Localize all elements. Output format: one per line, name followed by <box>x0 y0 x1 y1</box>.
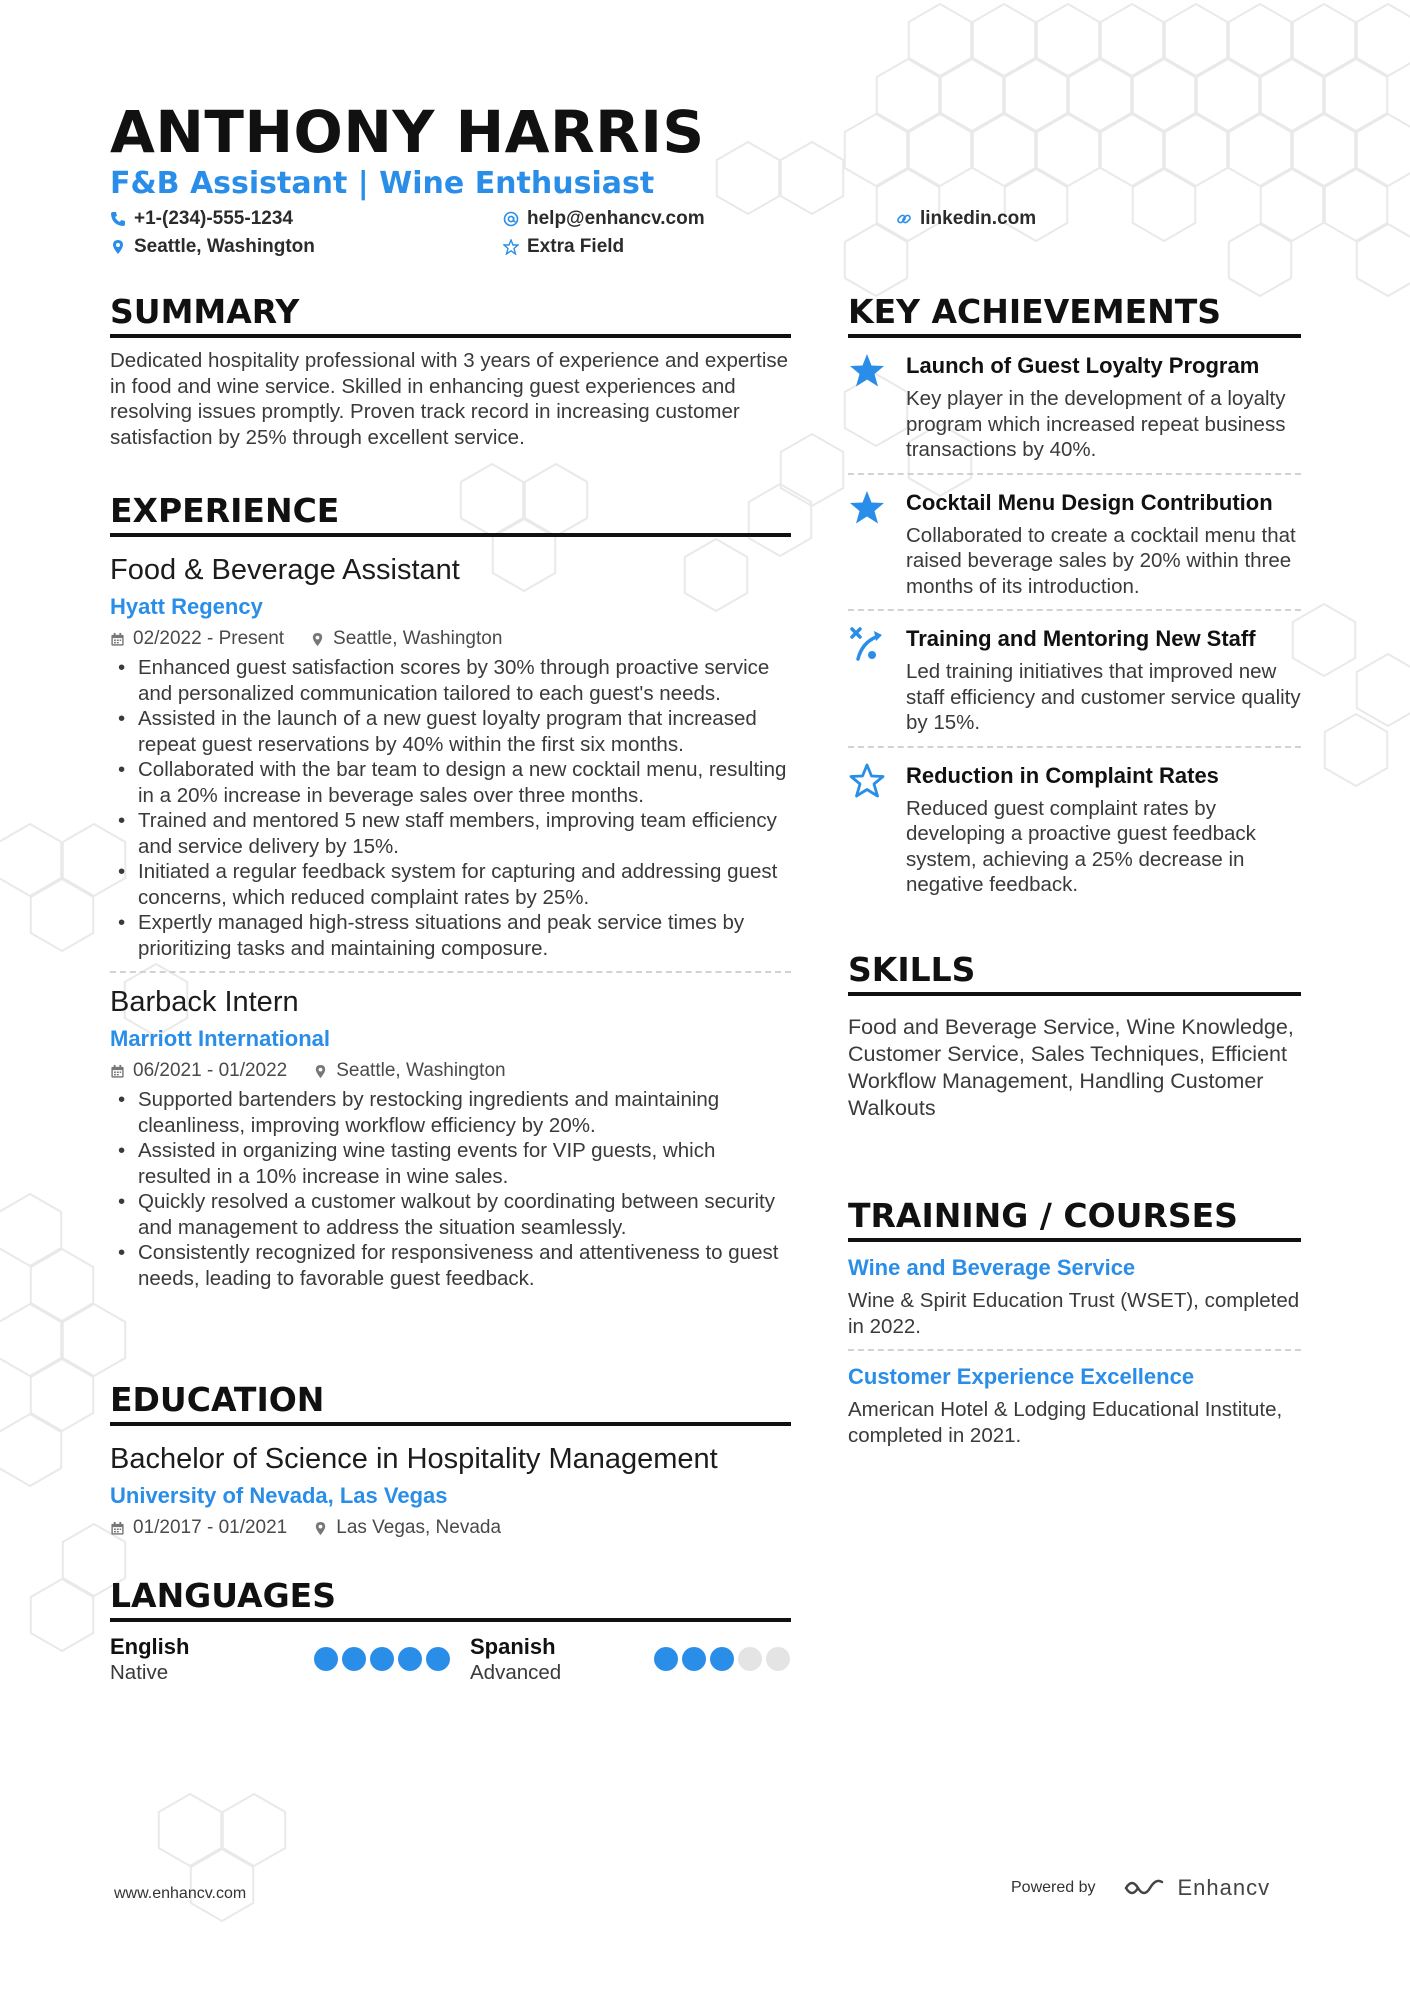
job-meta <box>110 627 791 651</box>
phone-icon <box>110 211 126 227</box>
degree-title: Bachelor of Science in Hospitality Management <box>110 1443 718 1475</box>
achievement-item <box>848 352 1301 463</box>
course-desc: Wine & Spirit Education Trust (WSET), completed in 2022. <box>848 1289 1300 1338</box>
training-section <box>848 1194 1301 1448</box>
calendar-icon <box>110 1521 125 1536</box>
calendar-icon <box>110 1064 125 1079</box>
education-meta <box>110 1516 791 1540</box>
brand-name: Enhancv <box>1177 1875 1271 1900</box>
divider <box>110 971 791 973</box>
job-company[interactable]: Hyatt Regency <box>110 594 263 619</box>
linkedin-text: linkedin.com <box>920 208 1037 229</box>
link-icon <box>896 211 912 227</box>
language-level: Native <box>110 1661 169 1684</box>
job-bullet: • Collaborated with the bar team to design a new cocktail menu, resulting in a 20% increase in beverage sales over three months. <box>110 757 791 808</box>
star-outline-icon <box>848 762 886 800</box>
job-bullet: • Assisted in organizing wine tasting events for VIP guests, which resulted in a 10% increase in wine sales. <box>110 1138 791 1189</box>
job-bullet: • Trained and mentored 5 new staff members, improving team efficiency and service delivery by 15%. <box>110 808 791 859</box>
job-bullets <box>110 1087 791 1291</box>
rating-dot-filled <box>710 1647 734 1671</box>
phone-text: +1-(234)-555-1234 <box>134 208 293 229</box>
candidate-name: ANTHONY HARRIS <box>110 98 705 166</box>
extra-field-text: Extra Field <box>527 236 625 257</box>
at-sign-icon <box>503 211 519 227</box>
email-text: help@enhancv.com <box>527 208 705 229</box>
rating-dot-filled <box>342 1647 366 1671</box>
education-dates-text: 01/2017 - 01/2021 <box>133 1517 288 1538</box>
achievements-heading: KEY ACHIEVEMENTS <box>848 290 1301 338</box>
achievement-title: Launch of Guest Loyalty Program <box>906 353 1260 378</box>
divider <box>848 1349 1301 1351</box>
rating-dot-filled <box>398 1647 422 1671</box>
course-title: Wine and Beverage Service <box>848 1255 1136 1280</box>
achievement-title: Training and Mentoring New Staff <box>906 626 1256 651</box>
job-dates <box>110 627 284 651</box>
skills-section <box>848 948 1301 1122</box>
course-title: Customer Experience Excellence <box>848 1364 1195 1389</box>
language-rating <box>650 1647 790 1671</box>
job-location-text: Seattle, Washington <box>333 628 503 649</box>
job-bullets <box>110 655 791 961</box>
language-name: English <box>110 1634 190 1659</box>
location-pin-icon <box>110 239 126 255</box>
languages-section <box>110 1574 791 1686</box>
languages-row <box>110 1634 791 1686</box>
rating-dot-filled <box>370 1647 394 1671</box>
contact-linkedin[interactable] <box>896 208 1036 230</box>
education-dates <box>110 1516 287 1540</box>
language-name: Spanish <box>470 1634 556 1659</box>
job-bullet: • Quickly resolved a customer walkout by coordinating between security and management to address the situation seamlessly. <box>110 1189 791 1240</box>
job-dates-text: 06/2021 - 01/2022 <box>133 1060 288 1081</box>
strategy-icon <box>848 625 886 663</box>
job-bullet: • Initiated a regular feedback system for capturing and addressing guest concerns, which reduced complaint rates by 25%. <box>110 859 791 910</box>
achievement-title: Reduction in Complaint Rates <box>906 762 1219 788</box>
skills-text: Food and Beverage Service, Wine Knowledge, Customer Service, Sales Techniques, Efficient Workflow Management, Handling Customer Walkouts <box>848 1015 1294 1120</box>
achievements-section <box>848 290 1301 898</box>
job-dates-text: 02/2022 - Present <box>133 628 285 649</box>
contact-extra <box>503 236 624 258</box>
divider <box>848 609 1301 611</box>
achievement-desc: Key player in the development of a loyalty program which increased repeat business transactions by 40%. <box>906 387 1286 461</box>
star-outline-icon <box>503 239 519 255</box>
achievement-item <box>848 625 1301 736</box>
contact-location <box>110 236 315 258</box>
star-filled-icon <box>848 489 886 527</box>
course-desc: American Hotel & Lodging Educational Institute, completed in 2021. <box>848 1398 1283 1447</box>
job-bullet: • Expertly managed high-stress situations and peak service times by prioritizing tasks and maintaining composure. <box>110 910 791 961</box>
job-location-text: Seattle, Washington <box>336 1060 506 1081</box>
star-filled-icon <box>848 352 886 390</box>
rating-dot-empty <box>766 1647 790 1671</box>
course-item <box>848 1254 1301 1339</box>
location-pin-icon <box>313 1521 328 1536</box>
language-rating <box>310 1647 450 1671</box>
course-item <box>848 1363 1301 1448</box>
language-level: Advanced <box>470 1661 562 1684</box>
achievement-desc: Collaborated to create a cocktail menu that raised beverage sales by 20% within three months of its introduction. <box>906 523 1296 598</box>
language-item <box>470 1634 790 1686</box>
experience-item <box>110 553 791 973</box>
divider <box>848 746 1301 748</box>
calendar-icon <box>110 632 125 647</box>
achievement-title: Cocktail Menu Design Contribution <box>906 489 1273 515</box>
powered-by-label: Powered by <box>1011 1879 1096 1896</box>
summary-section <box>110 290 791 450</box>
education-location-text: Las Vegas, Nevada <box>336 1517 502 1538</box>
footer-website[interactable]: www.enhancv.com <box>114 1885 247 1902</box>
job-bullet: • Consistently recognized for responsiveness and attentiveness to guest needs, leading to favorable guest feedback. <box>110 1240 791 1291</box>
job-location <box>310 627 502 651</box>
education-location <box>313 1516 501 1540</box>
job-meta <box>110 1059 791 1083</box>
skills-heading: SKILLS <box>848 948 1301 996</box>
job-role: Food & Beverage Assistant <box>110 554 460 586</box>
location-text: Seattle, Washington <box>134 236 315 257</box>
education-section <box>110 1378 791 1540</box>
rating-dot-filled <box>314 1647 338 1671</box>
summary-text: Dedicated hospitality professional with 3 years of experience and expertise in food and wine service. Skilled in enhancing guest experiences and resolving issues promptly. Proven track record in increasing customer satisfaction by 25% through excellent service. <box>110 349 789 449</box>
job-dates <box>110 1059 287 1083</box>
training-heading: TRAINING / COURSES <box>848 1194 1301 1242</box>
contact-email[interactable] <box>503 208 705 230</box>
rating-dot-empty <box>738 1647 762 1671</box>
job-bullet: • Supported bartenders by restocking ingredients and maintaining cleanliness, improving workflow efficiency by 20%. <box>110 1087 791 1138</box>
achievement-item <box>848 489 1301 600</box>
contact-phone[interactable] <box>110 208 293 230</box>
experience-item <box>110 985 791 1291</box>
experience-section <box>110 489 791 1291</box>
job-bullet: • Enhanced guest satisfaction scores by 30% through proactive service and personalized communication tailored to each guest's needs. <box>110 655 791 706</box>
candidate-title: F&B Assistant | Wine Enthusiast <box>110 166 655 201</box>
achievement-item <box>848 762 1301 898</box>
job-role: Barback Intern <box>110 986 299 1018</box>
location-pin-icon <box>313 1064 328 1079</box>
job-company[interactable]: Marriott International <box>110 1026 331 1051</box>
languages-heading: LANGUAGES <box>110 1574 791 1622</box>
job-location <box>313 1059 505 1083</box>
education-heading: EDUCATION <box>110 1378 791 1426</box>
footer-powered-by[interactable] <box>1011 1875 1270 1901</box>
divider <box>848 473 1301 475</box>
experience-heading: EXPERIENCE <box>110 489 791 537</box>
language-item <box>110 1634 450 1686</box>
location-pin-icon <box>310 632 325 647</box>
rating-dot-filled <box>682 1647 706 1671</box>
rating-dot-filled <box>426 1647 450 1671</box>
achievement-desc: Led training initiatives that improved new staff efficiency and customer service quality by 15%. <box>906 660 1301 734</box>
achievement-desc: Reduced guest complaint rates by developing a proactive guest feedback system, achieving a 25% decrease in negative feedback. <box>906 796 1256 896</box>
school-name[interactable]: University of Nevada, Las Vegas <box>110 1483 448 1508</box>
job-bullet: • Assisted in the launch of a new guest loyalty program that increased repeat guest reservations by 40% within the first six months. <box>110 706 791 757</box>
summary-heading: SUMMARY <box>110 290 791 338</box>
enhancv-logo-icon <box>1122 1876 1170 1900</box>
rating-dot-filled <box>654 1647 678 1671</box>
